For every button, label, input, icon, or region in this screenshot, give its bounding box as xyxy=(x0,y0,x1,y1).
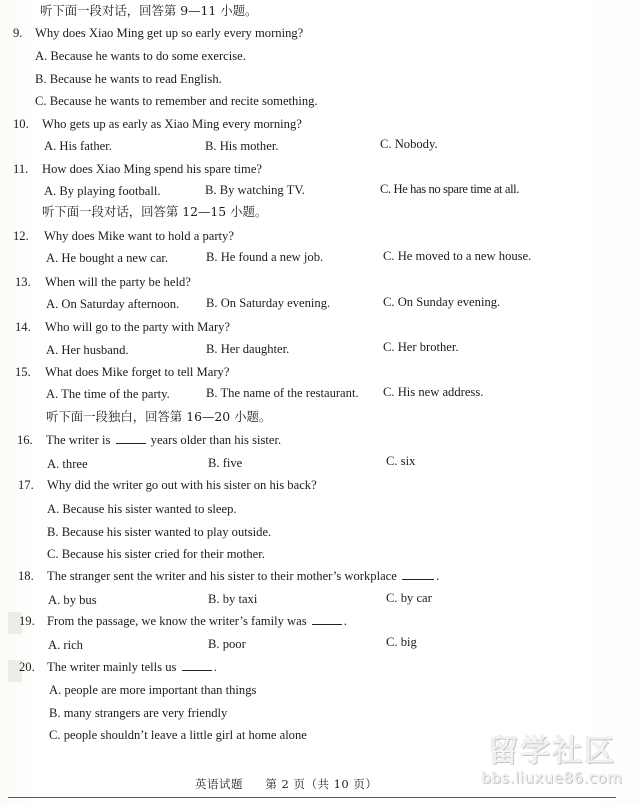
question-number: 16. xyxy=(17,433,33,447)
option-12b: B. He found a new job. xyxy=(206,250,324,264)
option-20c: C. people shouldn’t leave a little girl at home alone xyxy=(49,728,307,742)
question-text-after: . xyxy=(213,660,217,674)
question-13 xyxy=(15,274,191,290)
option-13c: C. On Sunday evening. xyxy=(383,295,501,309)
question-18 xyxy=(18,568,439,584)
watermark-logo-text: 留学社区 xyxy=(488,734,616,769)
option-12c: C. He moved to a new house. xyxy=(383,249,532,263)
section-instruction-9-11: 听下面一段对话，回答第 9—11 小题。 xyxy=(40,3,258,18)
watermark-logo xyxy=(477,735,627,793)
question-text: Why does Xiao Ming get up so early every morning? xyxy=(35,26,304,40)
question-number: 10. xyxy=(13,117,29,131)
option-15b: B. The name of the restaurant. xyxy=(206,386,359,400)
question-20 xyxy=(19,659,217,675)
option-18b: B. by taxi xyxy=(208,592,258,606)
option-19b: B. poor xyxy=(208,637,246,651)
question-15 xyxy=(15,364,229,380)
question-text-after: . xyxy=(436,569,440,583)
question-17 xyxy=(18,477,317,493)
option-9b: B. Because he wants to read English. xyxy=(35,72,222,86)
watermark-url: bbs.liuxue86.com xyxy=(481,769,623,787)
question-text-after: years older than his sister. xyxy=(150,433,282,447)
question-text: When will the party be held? xyxy=(45,275,191,289)
option-11a: A. By playing football. xyxy=(44,184,161,198)
answer-blank xyxy=(116,433,146,444)
option-17b: B. Because his sister wanted to play outside. xyxy=(47,525,272,539)
option-17c: C. Because his sister cried for their mother. xyxy=(47,547,265,561)
question-text-before: The writer is xyxy=(46,433,111,447)
question-number: 18. xyxy=(18,569,34,583)
question-9 xyxy=(13,25,303,41)
option-20a: A. people are more important than things xyxy=(49,683,257,697)
option-10c: C. Nobody. xyxy=(380,137,438,151)
question-number: 20. xyxy=(19,660,35,674)
option-16c: C. six xyxy=(386,454,416,468)
option-13b: B. On Saturday evening. xyxy=(206,296,331,310)
question-text: Why does Mike want to hold a party? xyxy=(44,229,234,243)
option-15a: A. The time of the party. xyxy=(46,387,170,401)
option-14c: C. Her brother. xyxy=(383,340,459,354)
option-10a: A. His father. xyxy=(44,139,112,153)
question-14 xyxy=(15,319,230,335)
option-14b: B. Her daughter. xyxy=(206,342,290,356)
question-12 xyxy=(13,228,234,244)
option-17a: A. Because his sister wanted to sleep. xyxy=(47,502,237,516)
section-instruction-12-15: 听下面一段对话，回答第 12—15 小题。 xyxy=(42,204,268,219)
answer-blank xyxy=(402,569,434,580)
option-10b: B. His mother. xyxy=(205,139,279,153)
footer-divider xyxy=(8,797,616,798)
question-number: 9. xyxy=(13,26,23,40)
question-text: What does Mike forget to tell Mary? xyxy=(45,365,230,379)
question-text-after: . xyxy=(343,614,347,628)
question-number: 14. xyxy=(15,320,31,334)
question-number: 12. xyxy=(13,229,29,243)
question-number: 15. xyxy=(15,365,31,379)
option-19a: A. rich xyxy=(48,638,83,652)
question-11 xyxy=(13,161,262,177)
footer-subject: 英语试题 xyxy=(195,777,243,791)
question-number: 17. xyxy=(18,478,34,492)
answer-blank xyxy=(182,660,212,671)
option-16b: B. five xyxy=(208,456,243,470)
question-text-before: From the passage, we know the writer’s family was xyxy=(47,614,307,628)
option-18c: C. by car xyxy=(386,591,432,605)
option-18a: A. by bus xyxy=(48,593,97,607)
question-19 xyxy=(19,613,347,629)
question-text-before: The stranger sent the writer and his sister to their mother’s workplace xyxy=(47,569,397,583)
question-16 xyxy=(17,432,281,448)
question-text-before: The writer mainly tells us xyxy=(47,660,177,674)
option-16a: A. three xyxy=(47,457,88,471)
footer-page-number: 第 2 页（共 10 页） xyxy=(265,777,378,791)
question-10 xyxy=(13,116,302,132)
question-text: Why did the writer go out with his sister on his back? xyxy=(47,478,317,492)
option-14a: A. Her husband. xyxy=(46,343,129,357)
answer-blank xyxy=(312,614,342,625)
section-instruction-16-20: 听下面一段独白，回答第 16—20 小题。 xyxy=(46,409,272,424)
question-number: 11. xyxy=(13,162,29,176)
question-text: Who will go to the party with Mary? xyxy=(45,320,231,334)
question-text: How does Xiao Ming spend his spare time? xyxy=(42,162,263,176)
option-20b: B. many strangers are very friendly xyxy=(49,706,228,720)
option-12a: A. He bought a new car. xyxy=(46,251,169,265)
option-15c: C. His new address. xyxy=(383,385,484,399)
option-11c: C. He has no spare time at all. xyxy=(380,182,520,196)
option-13a: A. On Saturday afternoon. xyxy=(46,297,180,311)
option-11b: B. By watching TV. xyxy=(205,183,305,197)
question-number: 19. xyxy=(19,614,35,628)
page-footer xyxy=(195,776,377,792)
question-text: Who gets up as early as Xiao Ming every morning? xyxy=(42,117,302,131)
option-19c: C. big xyxy=(386,635,417,649)
question-number: 13. xyxy=(15,275,31,289)
option-9a: A. Because he wants to do some exercise. xyxy=(35,49,246,63)
option-9c: C. Because he wants to remember and recite something. xyxy=(35,94,318,108)
